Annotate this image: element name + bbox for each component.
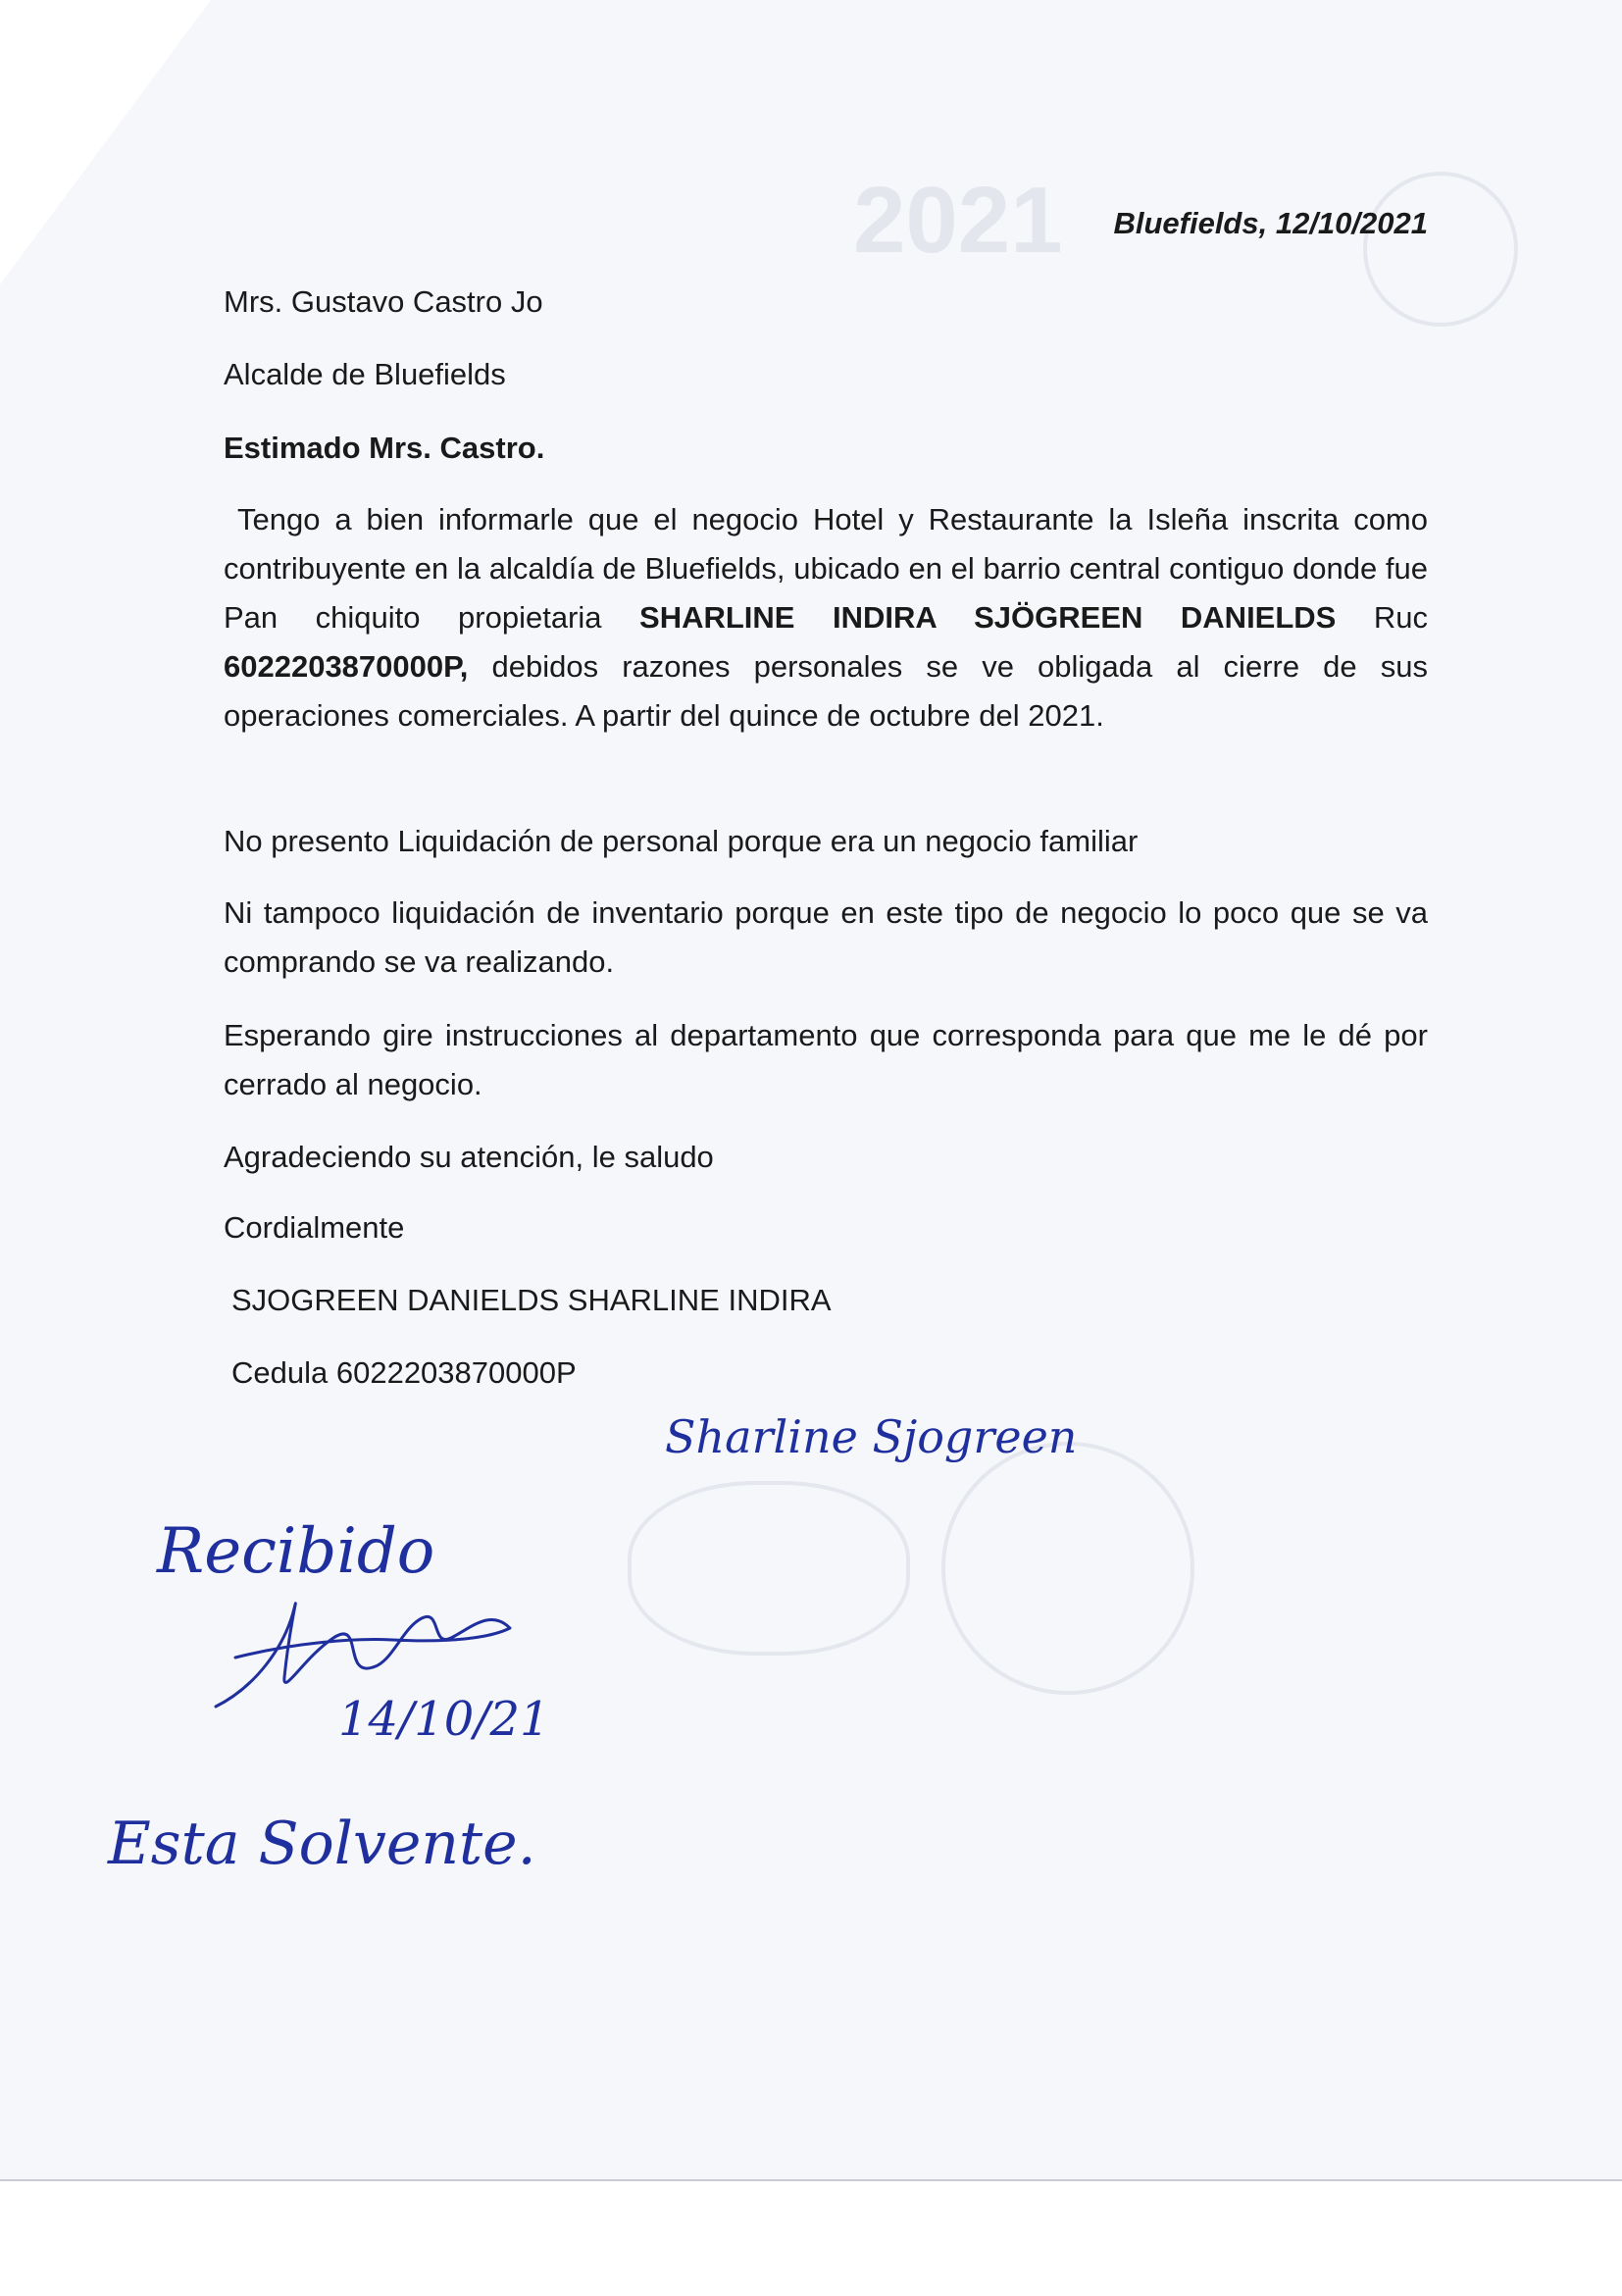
owner-name: SHARLINE INDIRA SJÖGREEN DANIELDS: [639, 600, 1337, 635]
background-bleed-logo: 2021: [853, 168, 1063, 273]
handwritten-solvent-note: Esta Solvente.: [108, 1810, 536, 1878]
body-intro-text: Tengo a bien informarle que el negocio Hotel y Restaurante la Isleña inscrita como contribuyente en la alcaldía de Bluefields, ubicado en el barrio central contiguo donde fue Pan chiquito propietaria: [224, 502, 1428, 635]
letter-date: Bluefields, 12/10/2021: [1113, 206, 1428, 240]
recipient-name: Mrs. Gustavo Castro Jo: [224, 284, 543, 319]
background-bleed-stamp: [941, 1442, 1194, 1695]
signer-name: SJOGREEN DANIELDS SHARLINE INDIRA: [231, 1283, 832, 1317]
closing-cordially: Cordialmente: [224, 1210, 405, 1245]
salutation: Estimado Mrs. Castro.: [224, 431, 545, 465]
background-bleed-stamp-inner: [628, 1481, 910, 1656]
ruc-value: 6022203870000P,: [224, 649, 469, 684]
ruc-label: Ruc: [1336, 600, 1428, 635]
body-paragraph-1: [224, 495, 1428, 740]
body-paragraph-4: Esperando gire instrucciones al departamento que corresponda para que me le dé por cerrado al negocio.: [224, 1018, 1428, 1101]
closing-greeting: Agradeciendo su atención, le saludo: [224, 1140, 714, 1174]
signer-id: Cedula 6022203870000P: [231, 1355, 577, 1390]
body-paragraph-3: Ni tampoco liquidación de inventario porque en este tipo de negocio lo poco que se va comprando se va realizando.: [224, 895, 1428, 979]
folded-corner: [0, 0, 211, 284]
recipient-title: Alcalde de Bluefields: [224, 357, 506, 391]
body-paragraph-2: No presento Liquidación de personal porque era un negocio familiar: [224, 824, 1139, 858]
body-rest-text: debidos razones personales se ve obligada al cierre de sus operaciones comerciales. A partir del quince de octubre del 2021.: [224, 649, 1428, 733]
scan-bottom-margin: [0, 2179, 1622, 2296]
handwritten-received-date: 14/10/21: [338, 1692, 550, 1747]
handwritten-signature: Sharline Sjogreen: [665, 1410, 1078, 1463]
handwritten-received: Recibido: [157, 1515, 435, 1588]
background-bleed-seal: [1363, 172, 1518, 327]
